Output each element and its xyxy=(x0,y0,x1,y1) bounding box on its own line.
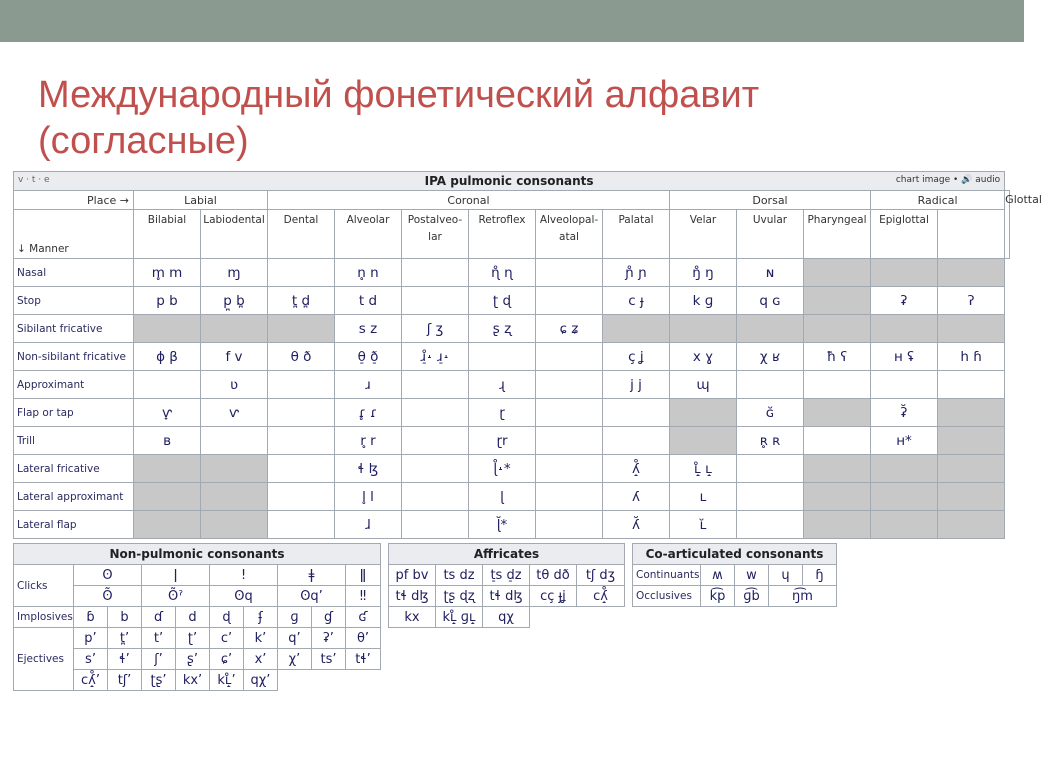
non-pulmonic-cell: cʎ̝̊’ xyxy=(74,670,108,691)
pulmonic-cell xyxy=(201,455,268,483)
pulmonic-cell: c ɟ xyxy=(603,287,670,315)
pulmonic-row xyxy=(14,483,1010,511)
pulmonic-cell xyxy=(603,427,670,455)
pulmonic-cell xyxy=(536,483,603,511)
place-postalveolar: Postalveo-lar xyxy=(402,210,469,259)
pulmonic-cell: ħ ʕ xyxy=(804,343,871,371)
pulmonic-row xyxy=(14,371,1010,399)
pulmonic-cell: ɱ xyxy=(201,259,268,287)
pulmonic-row xyxy=(14,315,1010,343)
place-alveolopalatal: Alveolopal-atal xyxy=(536,210,603,259)
manner-label: ↓ Manner xyxy=(14,210,134,259)
place-epiglottal: Epiglottal xyxy=(871,210,938,259)
pulmonic-cell xyxy=(536,511,603,539)
pulmonic-cell: n̥ n xyxy=(335,259,402,287)
non-pulmonic-consonants-table xyxy=(13,543,381,691)
non-pulmonic-cell: x’ xyxy=(244,649,278,670)
coart-cell: ɥ xyxy=(769,565,803,586)
manner-0: Nasal xyxy=(14,259,134,287)
pulmonic-cell xyxy=(134,455,201,483)
pulmonic-cell: q ɢ xyxy=(737,287,804,315)
non-pulmonic-cell: ʘ xyxy=(74,565,142,586)
non-pulmonic-cell: χ’ xyxy=(278,649,312,670)
pulmonic-cell xyxy=(402,427,469,455)
manner-1: Stop xyxy=(14,287,134,315)
affricates-body xyxy=(389,565,625,628)
non-pulmonic-cell: ǁ xyxy=(346,565,381,586)
pulmonic-cell xyxy=(402,399,469,427)
pulmonic-cell xyxy=(134,371,201,399)
ejectives-label: Ejectives xyxy=(14,628,74,691)
pulmonic-cell xyxy=(938,259,1005,287)
non-pulmonic-cell: c’ xyxy=(210,628,244,649)
clicks-label: Clicks xyxy=(14,565,74,607)
pulmonic-cell xyxy=(268,455,335,483)
pulmonic-cell: k ɡ xyxy=(670,287,737,315)
place-alveolar: Alveolar xyxy=(335,210,402,259)
pulmonic-cell: ɭ̆* xyxy=(469,511,536,539)
coart-cell: k͡p xyxy=(701,586,735,607)
non-pulmonic-body xyxy=(14,565,381,691)
pulmonic-cell xyxy=(737,511,804,539)
affricates-row xyxy=(389,565,625,586)
pulmonic-cell: ɹ xyxy=(335,371,402,399)
pulmonic-cell xyxy=(268,399,335,427)
pulmonic-cell xyxy=(804,483,871,511)
pulmonic-cell xyxy=(201,511,268,539)
place-dental: Dental xyxy=(268,210,335,259)
pulmonic-cell: ʃ ʒ xyxy=(402,315,469,343)
non-pulmonic-cell: ʘ̃ xyxy=(74,586,142,607)
pulmonic-cell xyxy=(871,259,938,287)
pulmonic-cell xyxy=(670,315,737,343)
slide-title xyxy=(38,72,998,164)
pulmonic-cell: j j xyxy=(603,371,670,399)
non-pulmonic-cell: ʡ’ xyxy=(312,628,346,649)
affricate-cell: tɬ dɮ xyxy=(483,586,530,607)
affricate-cell: pf bv xyxy=(389,565,436,586)
non-pulmonic-cell: d xyxy=(176,607,210,628)
pulmonic-cell xyxy=(402,511,469,539)
pulmonic-cell: x ɣ xyxy=(670,343,737,371)
non-pulmonic-caption: Non-pulmonic consonants xyxy=(14,544,381,565)
affricate-cell: tʃ dʒ xyxy=(577,565,625,586)
pulmonic-cell xyxy=(938,399,1005,427)
pulmonic-cell: ʜ ʢ xyxy=(871,343,938,371)
pulmonic-cell: ʟ̝̊ ʟ̝ xyxy=(670,455,737,483)
place-velar: Velar xyxy=(670,210,737,259)
chart-image-audio-links[interactable]: chart image • 🔊 audio xyxy=(895,175,1001,185)
pulmonic-cell xyxy=(402,259,469,287)
pulmonic-row xyxy=(14,427,1010,455)
place-retroflex: Retroflex xyxy=(469,210,536,259)
pulmonic-body xyxy=(14,259,1010,539)
pulmonic-cell: h ɦ xyxy=(938,343,1005,371)
group-dorsal: Dorsal xyxy=(670,191,871,210)
pulmonic-cell: ɽ xyxy=(469,399,536,427)
pulmonic-cell xyxy=(871,483,938,511)
pulmonic-cell: χ ʁ xyxy=(737,343,804,371)
coart-cell: w xyxy=(735,565,769,586)
affricates-row xyxy=(389,586,625,607)
affricate-cell: kx xyxy=(389,607,436,628)
pulmonic-cell xyxy=(871,511,938,539)
pulmonic-row xyxy=(14,343,1010,371)
pulmonic-cell xyxy=(402,371,469,399)
pulmonic-cell: p̪ b̪ xyxy=(201,287,268,315)
non-pulmonic-cell: ɬ’ xyxy=(108,649,142,670)
pulmonic-cell: ʙ xyxy=(134,427,201,455)
slide-top-bar xyxy=(0,0,1024,42)
non-pulmonic-cell: ǀ xyxy=(142,565,210,586)
coarticulated-consonants-table xyxy=(632,543,837,607)
pulmonic-cell: θ̠ ð̠ xyxy=(335,343,402,371)
non-pulmonic-cell: ts’ xyxy=(312,649,346,670)
non-pulmonic-cell: ɕ’ xyxy=(210,649,244,670)
affricates-table xyxy=(388,543,625,628)
coart-cell: ʍ xyxy=(701,565,735,586)
pulmonic-cell: ⱱ xyxy=(201,399,268,427)
manner-4: Approximant xyxy=(14,371,134,399)
implosives-label: Implosives xyxy=(14,607,74,628)
pulmonic-cell xyxy=(268,371,335,399)
pulmonic-cell xyxy=(536,259,603,287)
pulmonic-row xyxy=(14,287,1010,315)
non-pulmonic-cell: ‼ xyxy=(346,586,381,607)
pulmonic-cell xyxy=(938,427,1005,455)
pulmonic-caption-row xyxy=(14,172,1005,191)
pulmonic-cell: ʟ̆ xyxy=(670,511,737,539)
pulmonic-cell xyxy=(804,399,871,427)
pulmonic-cell: ɸ β xyxy=(134,343,201,371)
non-pulmonic-cell: ʈ’ xyxy=(176,628,210,649)
place-pharyngeal: Pharyngeal xyxy=(804,210,871,259)
pulmonic-cell xyxy=(737,483,804,511)
pulmonic-cell: ʡ xyxy=(871,287,938,315)
non-pulmonic-cell: ʈʂ’ xyxy=(142,670,176,691)
pulmonic-row xyxy=(14,511,1010,539)
pulmonic-cell: ɻ xyxy=(469,371,536,399)
pulmonic-cell xyxy=(268,259,335,287)
pulmonic-cell: ɴ xyxy=(737,259,804,287)
coart-cell: ŋ͡m xyxy=(769,586,837,607)
slide-title-line2: (согласные) xyxy=(38,120,249,162)
pulmonic-cell xyxy=(871,371,938,399)
pulmonic-cell: l̥ l xyxy=(335,483,402,511)
pulmonic-cell xyxy=(670,427,737,455)
place-labiodental: Labiodental xyxy=(201,210,268,259)
coart-cell: ɡ͡b xyxy=(735,586,769,607)
pulmonic-cell xyxy=(536,455,603,483)
non-pulmonic-cell: ʛ xyxy=(346,607,381,628)
pulmonic-cell: f v xyxy=(201,343,268,371)
group-radical: Radical xyxy=(871,191,1005,210)
affricate-cell: tθ dð xyxy=(530,565,577,586)
pulmonic-cell: ʡ̆ xyxy=(871,399,938,427)
non-pulmonic-cell: ʂ’ xyxy=(176,649,210,670)
pulmonic-cell xyxy=(201,483,268,511)
pulmonic-cell xyxy=(737,455,804,483)
non-pulmonic-cell: qχ’ xyxy=(244,670,278,691)
pulmonic-cell: ʋ xyxy=(201,371,268,399)
non-pulmonic-cell: kʟ̝̊’ xyxy=(210,670,244,691)
pulmonic-cell: ʎ̝̊ xyxy=(603,455,670,483)
non-pulmonic-cell: ʄ xyxy=(244,607,278,628)
non-pulmonic-cell: tɬ’ xyxy=(346,649,381,670)
affricate-cell: kʟ̝̊ ɡʟ̝ xyxy=(436,607,483,628)
group-coronal: Coronal xyxy=(268,191,670,210)
pulmonic-cell: ɳ̊ ɳ xyxy=(469,259,536,287)
pulmonic-cell xyxy=(536,287,603,315)
non-pulmonic-cell: tʃ’ xyxy=(108,670,142,691)
pulmonic-cell xyxy=(268,315,335,343)
place-uvular: Uvular xyxy=(737,210,804,259)
affricate-cell: qχ xyxy=(483,607,530,628)
non-pulmonic-cell: ʘq’ xyxy=(278,586,346,607)
pulmonic-cell: t d xyxy=(335,287,402,315)
pulmonic-cell xyxy=(938,315,1005,343)
affricate-cell: ʈʂ ɖʐ xyxy=(436,586,483,607)
pulmonic-cell xyxy=(402,483,469,511)
pulmonic-cell xyxy=(804,259,871,287)
non-pulmonic-cell: ɗ xyxy=(142,607,176,628)
group-glottal: Glottal xyxy=(1005,191,1010,259)
non-pulmonic-cell: ɖ xyxy=(210,607,244,628)
pulmonic-cell xyxy=(603,315,670,343)
pulmonic-cell: ʔ xyxy=(938,287,1005,315)
manner-5: Flap or tap xyxy=(14,399,134,427)
non-pulmonic-cell: b xyxy=(108,607,142,628)
pulmonic-cell: ʟ xyxy=(670,483,737,511)
non-pulmonic-cell: t’ xyxy=(142,628,176,649)
manner-9: Lateral flap xyxy=(14,511,134,539)
pulmonic-cell xyxy=(536,343,603,371)
pulmonic-cell xyxy=(603,399,670,427)
manner-6: Trill xyxy=(14,427,134,455)
manner-2: Sibilant fricative xyxy=(14,315,134,343)
affricate-cell: cʎ̝̊ xyxy=(577,586,625,607)
pulmonic-cell: t̪ d̪ xyxy=(268,287,335,315)
pulmonic-cell xyxy=(670,399,737,427)
pulmonic-cell: ʀ̥ ʀ xyxy=(737,427,804,455)
affricate-cell: tɬ dɮ xyxy=(389,586,436,607)
vte-links[interactable]: v · t · e xyxy=(18,175,50,185)
slide-title-line1: Международный фонетический алфавит xyxy=(38,74,760,116)
pulmonic-cell xyxy=(402,455,469,483)
pulmonic-cell xyxy=(938,455,1005,483)
pulmonic-cell: ʜ* xyxy=(871,427,938,455)
non-pulmonic-cell: t̪’ xyxy=(108,628,142,649)
pulmonic-cell: p b xyxy=(134,287,201,315)
pulmonic-cell xyxy=(871,315,938,343)
affricates-row xyxy=(389,607,625,628)
pulmonic-cell xyxy=(804,511,871,539)
pulmonic-cell xyxy=(268,483,335,511)
pulmonic-cell xyxy=(134,315,201,343)
pulmonic-cell xyxy=(201,315,268,343)
pulmonic-cell: s z xyxy=(335,315,402,343)
pulmonic-cell xyxy=(938,511,1005,539)
manner-3: Non-sibilant fricative xyxy=(14,343,134,371)
pulmonic-cell: ɺ xyxy=(335,511,402,539)
pulmonic-cell: ʎ̆ xyxy=(603,511,670,539)
non-pulmonic-cell: ɓ xyxy=(74,607,108,628)
pulmonic-row xyxy=(14,259,1010,287)
non-pulmonic-cell: q’ xyxy=(278,628,312,649)
affricate-cell: cç ɟʝ xyxy=(530,586,577,607)
pulmonic-cell: ɹ̠̊˔ ɹ̠˔ xyxy=(402,343,469,371)
non-pulmonic-row xyxy=(14,565,381,586)
pulmonic-cell: r̥ r xyxy=(335,427,402,455)
pulmonic-cell xyxy=(402,287,469,315)
affricates-caption: Affricates xyxy=(389,544,625,565)
group-labial: Labial xyxy=(134,191,268,210)
pulmonic-cell xyxy=(134,483,201,511)
pulmonic-cell xyxy=(268,511,335,539)
pulmonic-cell xyxy=(536,427,603,455)
manner-7: Lateral fricative xyxy=(14,455,134,483)
pulmonic-cell xyxy=(469,343,536,371)
non-pulmonic-cell: ǂ xyxy=(278,565,346,586)
pulmonic-consonants-table xyxy=(13,171,1042,539)
pulmonic-cell: ʂ ʐ xyxy=(469,315,536,343)
pulmonic-cell xyxy=(134,511,201,539)
pulmonic-cell: ⱱ̟ xyxy=(134,399,201,427)
pulmonic-cell: ɰ xyxy=(670,371,737,399)
pulmonic-cell xyxy=(938,371,1005,399)
place-palatal: Palatal xyxy=(603,210,670,259)
continuants-label: Continuants xyxy=(633,565,701,586)
affricate-cell: t̠s d̠z xyxy=(483,565,530,586)
pulmonic-cell: ɭ xyxy=(469,483,536,511)
non-pulmonic-cell: ʃ’ xyxy=(142,649,176,670)
pulmonic-row xyxy=(14,399,1010,427)
coart-cell: ɧ xyxy=(803,565,837,586)
non-pulmonic-row xyxy=(14,607,381,628)
pulmonic-cell: θ ð xyxy=(268,343,335,371)
pulmonic-cell xyxy=(737,371,804,399)
pulmonic-cell xyxy=(938,483,1005,511)
pulmonic-cell xyxy=(268,427,335,455)
pulmonic-cell: ɬ ɮ xyxy=(335,455,402,483)
non-pulmonic-cell: k’ xyxy=(244,628,278,649)
non-pulmonic-cell: θ’ xyxy=(346,628,381,649)
pulmonic-cell: ɢ̆ xyxy=(737,399,804,427)
pulmonic-cell: m̥ m xyxy=(134,259,201,287)
pulmonic-cell: ʈ ɖ xyxy=(469,287,536,315)
place-bilabial: Bilabial xyxy=(134,210,201,259)
occlusives-label: Occlusives xyxy=(633,586,701,607)
pulmonic-cell: ɲ̊ ɲ xyxy=(603,259,670,287)
pulmonic-cell: ʎ xyxy=(603,483,670,511)
non-pulmonic-cell: ǃ xyxy=(210,565,278,586)
place-label: Place → xyxy=(14,191,134,210)
pulmonic-cell xyxy=(804,315,871,343)
pulmonic-cell: ŋ̊ ŋ xyxy=(670,259,737,287)
pulmonic-cell xyxy=(536,371,603,399)
coarticulated-caption: Co-articulated consonants xyxy=(633,544,837,565)
pulmonic-cell xyxy=(536,399,603,427)
non-pulmonic-cell: s’ xyxy=(74,649,108,670)
pulmonic-cell: ç ʝ xyxy=(603,343,670,371)
pulmonic-cell xyxy=(871,455,938,483)
affricate-cell: ts dz xyxy=(436,565,483,586)
non-pulmonic-cell: ɠ xyxy=(312,607,346,628)
pulmonic-cell xyxy=(804,287,871,315)
non-pulmonic-cell: ɡ xyxy=(278,607,312,628)
pulmonic-row xyxy=(14,455,1010,483)
pulmonic-cell xyxy=(804,371,871,399)
non-pulmonic-cell: ʘq xyxy=(210,586,278,607)
pulmonic-cell: ɽr xyxy=(469,427,536,455)
pulmonic-cell xyxy=(737,315,804,343)
manner-8: Lateral approximant xyxy=(14,483,134,511)
non-pulmonic-cell: kx’ xyxy=(176,670,210,691)
pulmonic-caption: IPA pulmonic consonants xyxy=(424,174,594,188)
pulmonic-cell: ɾ̥ ɾ xyxy=(335,399,402,427)
pulmonic-cell xyxy=(201,427,268,455)
pulmonic-cell: ɕ ʑ xyxy=(536,315,603,343)
non-pulmonic-cell: ʘ̃ˀ xyxy=(142,586,210,607)
pulmonic-cell xyxy=(804,455,871,483)
non-pulmonic-row xyxy=(14,628,381,649)
pulmonic-cell xyxy=(804,427,871,455)
non-pulmonic-cell: p’ xyxy=(74,628,108,649)
pulmonic-cell: ɭ̊˔* xyxy=(469,455,536,483)
